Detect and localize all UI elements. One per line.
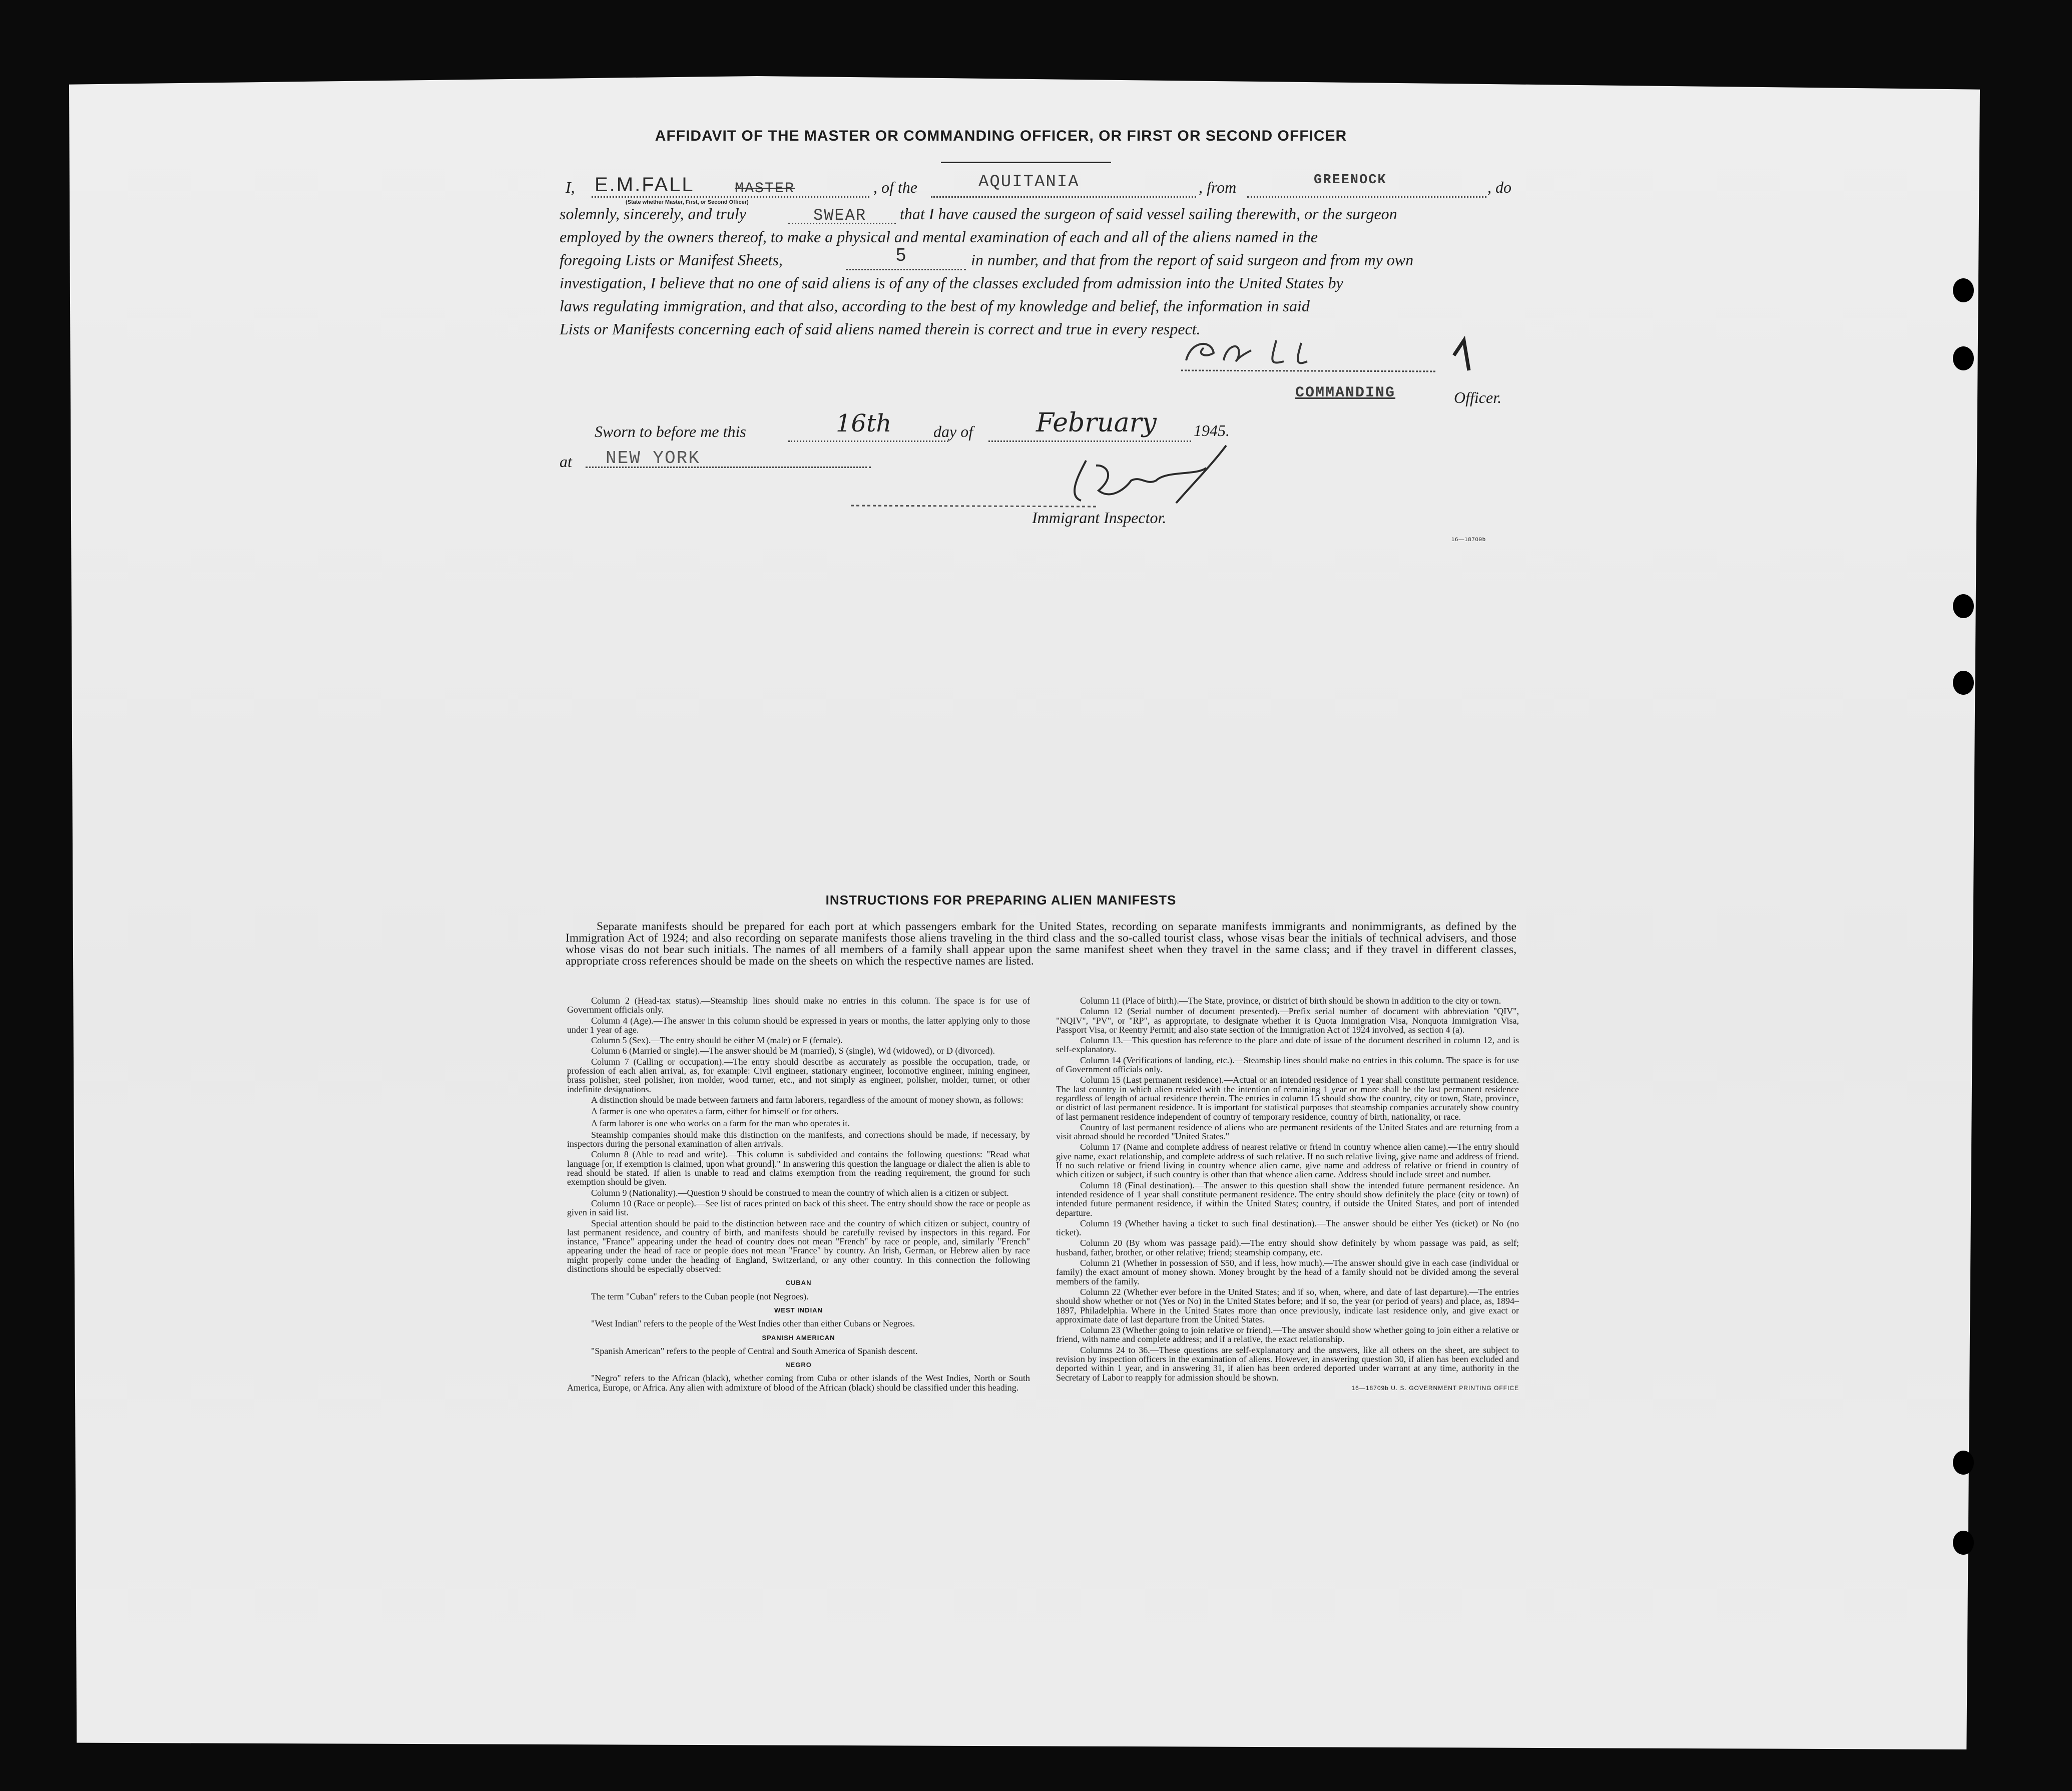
note-column-4: Column 4 (Age).—The answer in this column should be expressed in years or months, the latter applying only to those under 1 year of age. xyxy=(567,1015,1030,1035)
sworn-place: NEW YORK xyxy=(606,448,700,469)
heading-negro: NEGRO xyxy=(785,1361,812,1369)
blank-line xyxy=(931,196,1196,198)
affidavit-line2: that I have caused the surgeon of said vessel sailing therewith, or the surgeon xyxy=(900,205,1397,223)
note-steamship-distinction: Steamship companies should make this distinction on the manifests, and corrections should be made, if necessary, by inspectors during the personal examination of alien arrivals. xyxy=(567,1129,1030,1149)
sheet-count: 5 xyxy=(896,244,908,265)
instructions-intro: Separate manifests should be prepared for each port at which passengers embark for the United States, recording on separate manifests immigrants and nonimmigrants, as defined by the Immigration Act of 1924; and also recording on separate manifests those aliens traveling in the third class and the so-called tourist class, whose visas bear the initials of technical advisers, and those whose visas do not bear such initials. The names of all members of a family shall appear upon the same manifest sheet when they travel in the same class; and if they travel in different classes, appropriate cross references should be made on the sheets on which the respective names are listed. xyxy=(566,920,1516,968)
note-column-13: Column 13.—This question has reference to the place and date of issue of the document described in column 12, and is self-explanatory. xyxy=(1056,1035,1519,1055)
printing-office-footer: 16—18709b U. S. GOVERNMENT PRINTING OFFICE xyxy=(1351,1384,1519,1392)
day-of-label: day of xyxy=(933,422,973,440)
punch-hole xyxy=(1953,671,1974,695)
note-spanish-american: "Spanish American" refers to the people of Central and South America of Spanish descent. xyxy=(591,1346,918,1356)
note-column-22: Column 22 (Whether ever before in the United States; and if so, when, where, and date of last departure).—The entries should show whether or not (Yes or No) in the United States before; and if so, the year (or period of years) and place, as, 1894–1897, Philadelphia. Where in the United States more than once previously, indicate last residence only, and give exact or approximate date of last departure from the United States. xyxy=(1056,1286,1519,1324)
sworn-label: Sworn to before me this xyxy=(595,422,746,440)
of-the-label: , of the xyxy=(873,178,917,196)
note-column-2: Column 2 (Head-tax status).—Steamship lines should make no entries in this column. The space is for use of Government officials only. xyxy=(567,996,1030,1015)
inspector-label: Immigrant Inspector. xyxy=(1032,509,1167,527)
sworn-month: February xyxy=(1036,408,1157,438)
note-column-17: Column 17 (Name and complete address of nearest relative or friend in country whence alien came).—The entry should give name, exact relationship, and complete address of such relative. If no such relative living, give name and address of friend. If no such relative or friend living in country whence alien came, give name and address of relative or friend in country of which citizen or subject, if such country is other than that whence alien came. Address should include street and number. xyxy=(1056,1142,1519,1180)
note-column-11: Column 11 (Place of birth).—The State, province, or district of birth should be shown in addition to the city or town. xyxy=(1080,996,1501,1006)
officer-suffix: Officer. xyxy=(1454,388,1502,406)
note-column-12: Column 12 (Serial number of document presented).—Prefix serial number of document with abbreviation "QIV", "NQIV", "PV", or "RP", as appropriate, to designate whether it is Quota Immigration Visa, Nonquota Immigration Visa, Passport Visa, or Reentry Permit; and also state section of the Immigration Act of 1924 involved, as section 4 (a). xyxy=(1056,1006,1519,1035)
note-farm-laborer: A farm laborer is one who works on a farm for the man who operates it. xyxy=(591,1118,850,1128)
note-column-5: Column 5 (Sex).—The entry should be either M (male) or F (female). xyxy=(591,1035,843,1046)
affidavit-title: AFFIDAVIT OF THE MASTER OR COMMANDING OFFICER, OR FIRST OR SECOND OFFICER xyxy=(655,128,1347,144)
note-column-19: Column 19 (Whether having a ticket to such final destination).—The answer should be either Yes (ticket) or No (no ticket). xyxy=(1056,1218,1519,1238)
note-columns-24-36: Columns 24 to 36.—These questions are self-explanatory and the answers, like all others on the sheet, are subject to revision by inspection officers in the examination of aliens. However, in answering question 30, if alien has been excluded and deported within 1 year, and in answering 31, if alien has been ordered deported under warrant at any time, authority in the Secretary of Labor to reapply for admission should be shown. xyxy=(1056,1345,1519,1383)
note-column-23: Column 23 (Whether going to join relative or friend).—The answer should show whether going to join either a relative or friend, with name and complete address; and if a relative, the exact relationship. xyxy=(1056,1325,1519,1345)
sworn-day: 16th xyxy=(836,409,892,437)
from-label: , from xyxy=(1199,178,1237,196)
sworn-year: 1945. xyxy=(1194,421,1230,439)
inspector-signature xyxy=(846,440,1286,516)
note-column-15-us: Country of last permanent residence of aliens who are permanent residents of the United States and are returning from a visit abroad should be recorded "United States." xyxy=(1056,1122,1519,1142)
affidavit-line4-start: foregoing Lists or Manifest Sheets, xyxy=(560,251,783,269)
oath-word: SWEAR xyxy=(813,206,867,225)
note-column-8: Column 8 (Able to read and write).—This column is subdivided and contains the following questions: "Read what language [or, if exemption is claimed, upon what ground]." In answering this question the language or dialect the alien is able to read should be stated. If alien is unable to read and claims exemption from the reading requirement, the ground for such exemption should be given. xyxy=(567,1149,1030,1187)
instructions-left-column xyxy=(567,996,1030,1394)
punch-hole xyxy=(1953,1451,1974,1475)
note-column-18: Column 18 (Final destination).—The answer to this question shall show the intended future permanent residence. An intended residence of 1 year shall constitute permanent residence. The entry should show definitely the place (city or town) of intended future permanent residence, if within the United States; country, if outside the United States, and port of intended departure. xyxy=(1056,1180,1519,1218)
departure-port: GREENOCK xyxy=(1314,173,1387,188)
blank-line xyxy=(1247,196,1486,198)
affidavit-line5: investigation, I believe that no one of said aliens is of any of the classes excluded from admission into the United States by xyxy=(560,274,1343,292)
master-signature xyxy=(1176,330,1496,380)
punch-hole xyxy=(1953,1531,1974,1555)
punch-hole xyxy=(1953,346,1974,370)
note-west-indian: "West Indian" refers to the people of the West Indies other than either Cubans or Negroes. xyxy=(591,1318,915,1329)
affidavit-line3: employed by the owners thereof, to make a physical and mental examination of each and all of the aliens named in the xyxy=(560,228,1318,246)
affidavit-line7: Lists or Manifests concerning each of said aliens named therein is correct and true in every respect. xyxy=(560,320,1201,338)
note-column-21: Column 21 (Whether in possession of $50, and if less, how much).—The answer should give in each case (individual or family) the exact amount of money shown. Money brought by the head of a family should not be divided among the several members of the family. xyxy=(1056,1258,1519,1286)
affidavit-line4-rest: in number, and that from the report of said surgeon and from my own xyxy=(971,251,1414,269)
title-underline xyxy=(941,162,1111,163)
note-farmer: A farmer is one who operates a farm, either for himself or for others. xyxy=(591,1106,839,1117)
punch-hole xyxy=(1953,278,1974,302)
blank-line xyxy=(846,269,966,270)
note-column-10-race: Special attention should be paid to the distinction between race and the country of which citizen or subject, country of last permanent residence, and country of birth, and manifests should be carefully revised by inspectors in this regard. For instance, "France" appearing under the head of country does not mean "French" by race or people, and, similarly "French" appearing under the head of race or people does not mean "France" by country. An Irish, German, or Hebrew alien by race might properly come under the heading of England, Switzerland, or any other country. In this connection the following distinctions should be especially observed: xyxy=(567,1218,1030,1274)
at-label: at xyxy=(560,453,572,471)
note-column-7-farmers: A distinction should be made between farmers and farm laborers, regardless of the amount of money shown, as follows: xyxy=(591,1094,1023,1105)
note-column-10: Column 10 (Race or people).—See list of races printed on back of this sheet. The entry should show the race or people as given in said list. xyxy=(567,1198,1030,1218)
punch-hole xyxy=(1953,594,1974,618)
note-column-14: Column 14 (Verifications of landing, etc.).—Steamship lines should make no entries in this column. The space is for use of Government officials only. xyxy=(1056,1055,1519,1075)
note-cuban: The term "Cuban" refers to the Cuban people (not Negroes). xyxy=(591,1291,809,1301)
affidavit-line6: laws regulating immigration, and that also, according to the best of my knowledge and belief, the information in said xyxy=(560,297,1310,315)
officer-title: COMMANDING xyxy=(1295,384,1396,401)
note-column-20: Column 20 (By whom was passage paid).—The entry should show definitely by whom passage was paid, as self; husband, father, brother, or other relative; friend; steamship company, etc. xyxy=(1056,1238,1519,1257)
officer-name: E.M.FALL xyxy=(595,174,695,196)
rank-note: (State whether Master, First, or Second Officer) xyxy=(626,199,749,205)
blank-line xyxy=(592,196,869,198)
heading-west-indian: WEST INDIAN xyxy=(774,1306,823,1314)
affidavit-i: I, xyxy=(566,178,575,196)
heading-cuban: CUBAN xyxy=(785,1279,812,1287)
note-column-7: Column 7 (Calling or occupation).—The entry should describe as accurately as possible the occupation, trade, or profession of each alien arrival, as, for example: Civil engineer, stationary engineer, locomotive engineer, mining engineer, brass polisher, steel polisher, iron molder, wood turner, etc., and not simply as engineer, polisher, molder, turner, or other indefinite designations. xyxy=(567,1056,1030,1094)
heading-spanish-american: SPANISH AMERICAN xyxy=(762,1333,835,1341)
officer-rank: MASTER xyxy=(735,180,795,197)
solemnly-text: solemnly, sincerely, and truly xyxy=(560,205,746,223)
note-column-15: Column 15 (Last permanent residence).—Actual or an intended residence of 1 year shall constitute permanent residence. The last country in which alien resided with the intention of remaining 1 year or more shall be the last permanent residence regardless of length of actual residence therein. The entries in column 15 should show the country, city or town, State, province, or district of last permanent residence. It is important for statistical purposes that steamship companies accurately show country of last permanent residence independent of country of temporary residence, country of birth, nationality, or race. xyxy=(1056,1075,1519,1122)
note-negro: "Negro" refers to the African (black), whether coming from Cuba or other islands of the West Indies, North or South America, Europe, or Africa. Any alien with admixture of blood of the African (black) should be classified under this heading. xyxy=(567,1373,1030,1393)
vessel-name: AQUITANIA xyxy=(978,173,1080,192)
note-column-9: Column 9 (Nationality).—Question 9 should be construed to mean the country of which alien is a citizen or subject. xyxy=(591,1187,1009,1198)
instructions-right-column xyxy=(1056,996,1519,1393)
form-number: 16—18709b xyxy=(1451,537,1486,543)
note-column-6: Column 6 (Married or single).—The answer should be M (married), S (single), Wd (widowed), or D (divorced). xyxy=(591,1046,995,1056)
do-label: , do xyxy=(1487,178,1511,196)
instructions-title: INSTRUCTIONS FOR PREPARING ALIEN MANIFESTS xyxy=(825,892,1177,908)
